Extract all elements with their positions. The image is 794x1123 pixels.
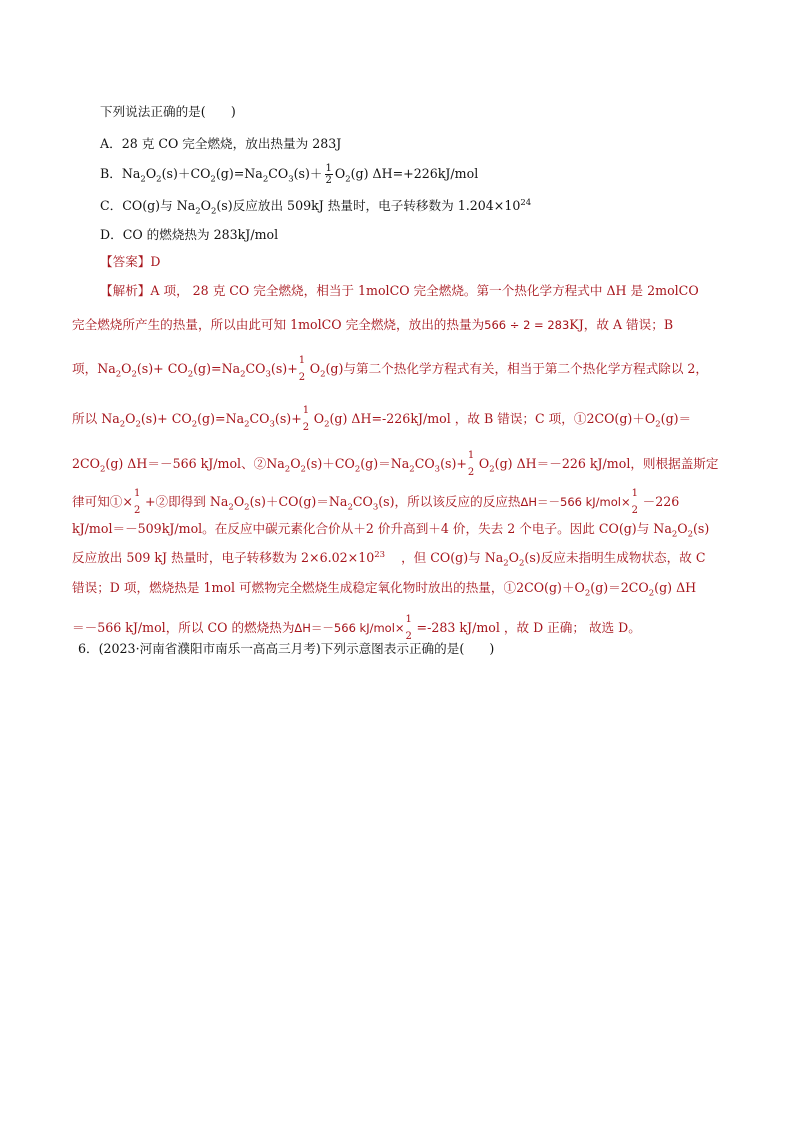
option-a: A．28 克 CO 完全燃烧，放出热量为 283J	[100, 136, 342, 151]
analysis-line-2: 完全燃烧所产生的热量，所以由此可知 1molCO 完全燃烧，放出的热量为566 ÷ 2 = 283KJ，故 A 错误；B	[72, 317, 674, 332]
answer-line	[100, 254, 160, 270]
analysis-line-7: kJ/mol＝－509kJ/mol。在反应中碳元素化合价从＋2 价升高到＋4 价，失去 2 个电子。因此 CO(g)与 $Na_2O_2(s)$	[72, 521, 710, 540]
answer-value: D	[150, 254, 161, 269]
question-stem: 下列说法正确的是( )	[100, 104, 236, 119]
analysis-line-6: 律可知①× 1 2 +②即得到 $Na_2O_2(s)+CO(g)=Na_2CO_3(s)$，所以该反应的反应热ΔH＝－566 kJ/mol× 1 2 －226	[72, 488, 680, 516]
option-b: B．$Na_2O_2(s)+CO_2(g)=Na_2CO_3(s)+$ $\frac{1}{2}$ $O_2(g)$ ΔH=+226kJ/mol	[100, 163, 479, 186]
analysis-line-4: 所以 $Na_2O_2(s)+ CO_2(g)=Na_2CO_3(s)+$ 1 2 $O_2(g)$ ΔH=-226kJ/mol ，故 B 错误；C 项，$①2CO(g)+O_2(g)=$	[72, 405, 692, 433]
half-fraction: $\frac{1}{2}$	[325, 163, 332, 186]
answer-label: 【答案】	[100, 254, 151, 269]
analysis-line-9: 错误；D 项，燃烧热是 1mol 可燃物完全燃烧生成稳定氧化物时放出的热量，$①2CO(g)+O_2(g)=2CO_2(g)$ ΔH	[72, 580, 697, 599]
option-d: D．CO 的燃烧热为 283kJ/mol	[100, 227, 279, 242]
next-question: 6．(2023·河南省濮阳市南乐一高高三月考)下列示意图表示正确的是( )	[78, 641, 495, 656]
analysis-label: 【解析】	[100, 283, 151, 298]
calc-expression: 566 ÷ 2 = 283	[484, 318, 570, 332]
analysis-line-5: $2CO_2(g)$ ΔH＝－566 kJ/mol、$②Na_2O_2(s)+CO_2(g)=Na_2CO_3(s)+$ 1 2 $O_2(g)$ ΔH＝－226 kJ/mol，则根据盖斯定	[72, 450, 719, 478]
analysis-line-8: 反应放出 509 kJ 热量时，电子转移数为 $2\times 6.02\times 10^{23}$ ，但 CO(g)与 $Na_2O_2(s)$反应未指明生成物状态，故 C	[72, 549, 706, 569]
analysis-line-3: 项，$Na_2O_2(s)+ CO_2(g)=Na_2CO_3(s)+$ 1 2 $O_2(g)$与第二个热化学方程式有关，相当于第二个热化学方程式除以 2，	[72, 355, 709, 383]
analysis-line-10: ＝－566 kJ/mol，所以 CO 的燃烧热为ΔH＝－566 kJ/mol× 1 2 =-283 kJ/mol ，故 D 正确； 故选 D。	[72, 614, 641, 642]
option-c: C．CO(g)与 $Na_2O_2(s)$反应放出 509kJ 热量时，电子转移数为 $1.204\times 10^{24}$	[100, 197, 532, 217]
analysis-line-1: 【解析】A 项， 28 克 CO 完全燃烧，相当于 1molCO 完全燃烧。第一个热化学方程式中 ΔH 是 2molCO	[100, 283, 699, 298]
